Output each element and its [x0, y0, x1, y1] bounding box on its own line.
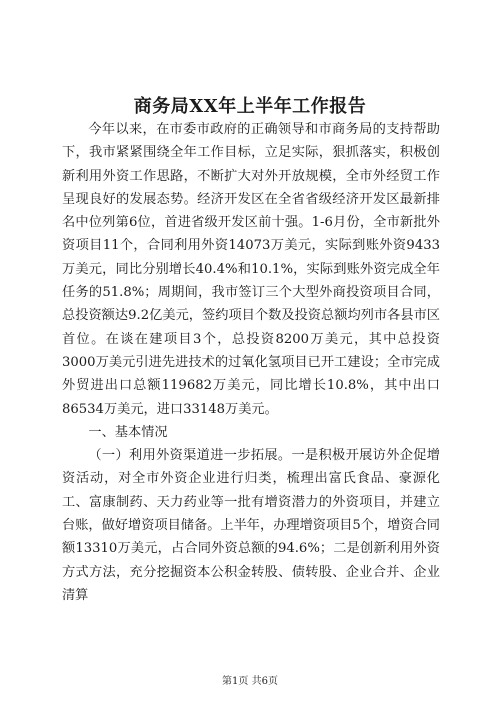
page-footer: 第1页 共6页 — [222, 676, 278, 687]
section-paragraph: （一）利用外资渠道进一步拓展。一是积极开展访外企促增资活动，对全市外资企业进行归类，梳理出富氏食品、豪源化工、富康制药、天力药业等一批有增资潜力的外资项目，并建立台账，做好增资项目储备。上半年，办理增资项目5个，增资合同额13310万美元，占合同外资总额的94.6%；二是创新利用外资方式方法，充分挖掘资本公积金转股、债转股、企业合并、企业清算 — [62, 448, 440, 603]
document-title: 商务局XX年上半年工作报告 — [133, 96, 367, 117]
document-body — [62, 118, 440, 607]
section-heading: 一、基本情况 — [88, 424, 168, 440]
intro-paragraph: 今年以来，在市委市政府的正确领导和市商务局的支持帮助下，我市紧紧围绕全年工作目标，立足实际，狠抓落实，积极创新利用外资工作思路，不断扩大对外开放规模，全市外经贸工作呈现良好的发展态势。经济开发区在全省省级经济开发区最新排名中位列第6位，首进省级开发区前十强。1-6月份，全市新批外资项目11个，合同利用外资14073万美元，实际到账外资9433万美元，同比分别增长40.4%和10.1%，实际到账外资完成全年任务的51.8%；周期间，我市签订三个大型外商投资项目合同，总投资额达9.2亿美元，签约项目个数及投资总额均列市各县市区首位。在谈在建项目3个，总投资8200万美元，其中总投资3000万美元引进先进技术的过氧化氢项目已开工建设；全市完成外贸进出口总额119682万美元，同比增长10.8%，其中出口86534万美元，进口33148万美元。 — [62, 122, 440, 417]
